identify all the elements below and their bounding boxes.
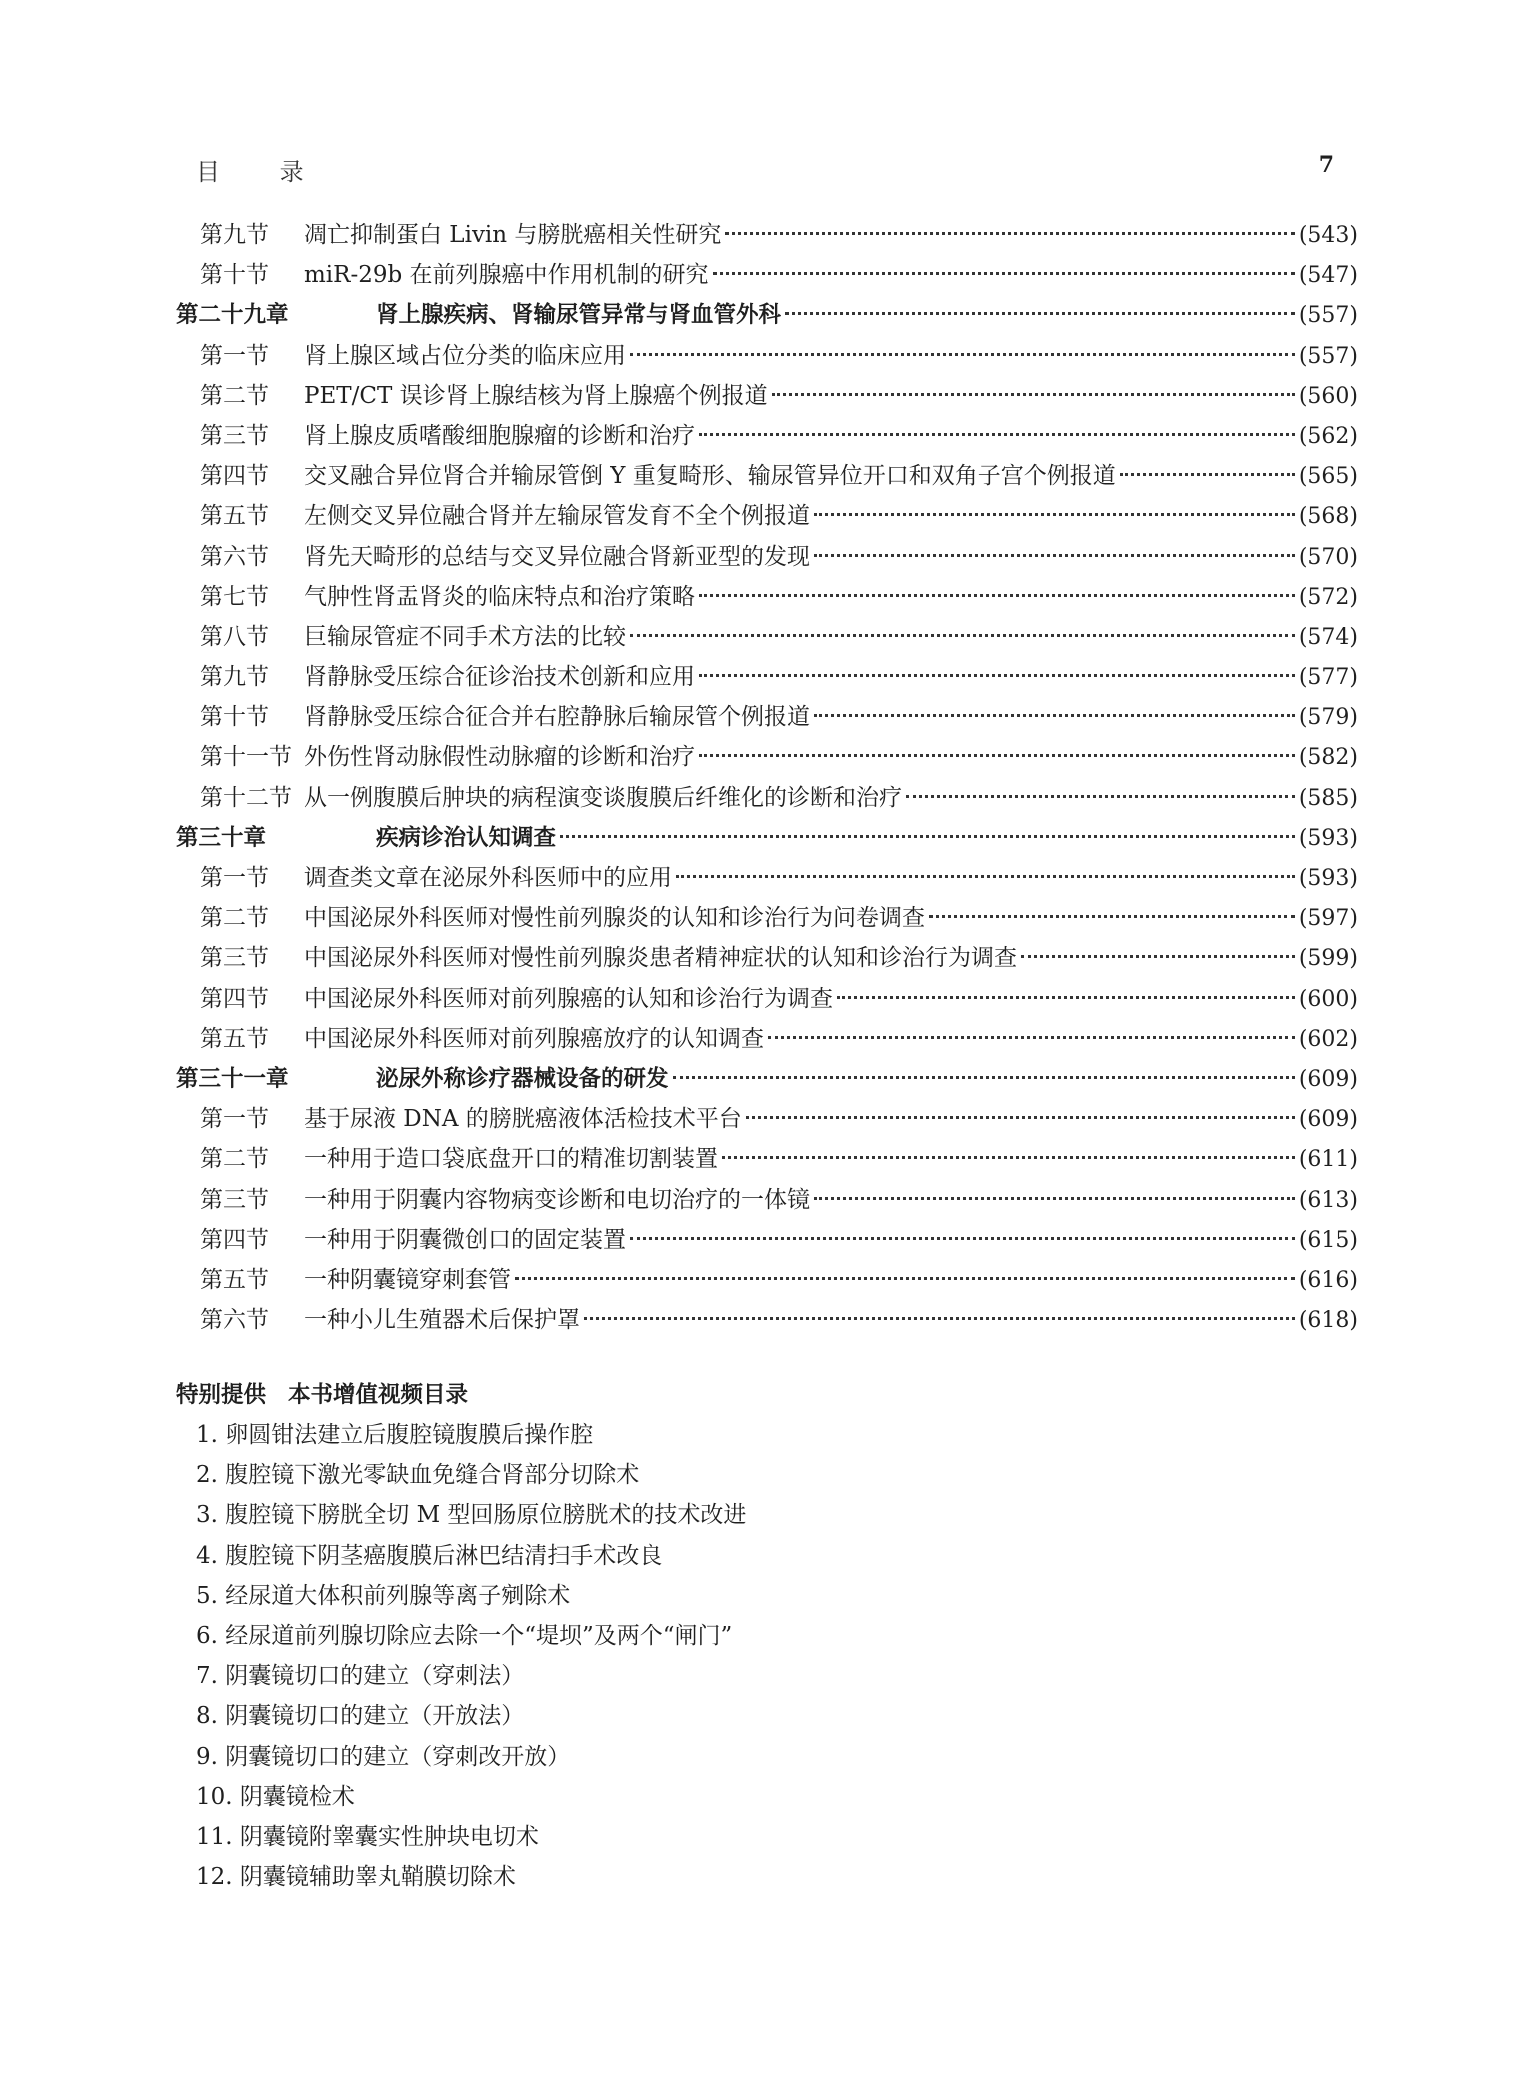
toc-entry-page: (557) (1298, 343, 1358, 369)
toc-entry-title: 从一例腹膜后肿块的病程演变谈腹膜后纤维化的诊断和治疗 (304, 784, 902, 811)
toc-entry-page: (565) (1298, 464, 1358, 490)
toc-entry-title: 中国泌尿外科医师对慢性前列腺炎的认知和诊治行为问卷调查 (304, 905, 925, 932)
leader-dots (676, 875, 1295, 878)
toc-entry-label: 第五节 (200, 503, 269, 530)
toc-entry-page: (577) (1298, 665, 1358, 691)
video-list-item[interactable]: 12. 阴囊镜辅助睾丸鞘膜切除术 (196, 1864, 516, 1891)
toc-section-row[interactable] (176, 1260, 1358, 1300)
video-list-item[interactable]: 6. 经尿道前列腺切除应去除一个“堤坝”及两个“闸门” (196, 1622, 733, 1649)
toc-section-row[interactable] (176, 1220, 1358, 1260)
leader-dots (1120, 473, 1295, 476)
toc-entry-title: 调查类文章在泌尿外科医师中的应用 (304, 865, 672, 891)
toc-entry-title: 一种用于阴囊微创口的固定装置 (304, 1226, 626, 1253)
toc-entry-label: 第三十一章 (176, 1065, 289, 1092)
toc-entry-title: 肾上腺区域占位分类的临床应用 (304, 342, 626, 369)
toc-section-row[interactable] (176, 456, 1358, 496)
toc-entry-title: 左侧交叉异位融合肾并左输尿管发育不全个例报道 (304, 503, 810, 530)
toc-entry-page: (572) (1298, 584, 1358, 610)
toc-entry-label: 第七节 (200, 583, 269, 610)
toc-entry-page: (611) (1298, 1147, 1358, 1173)
leader-dots (515, 1277, 1295, 1280)
toc-entry-label: 第二节 (200, 1146, 269, 1173)
toc-entry-title: 交叉融合异位肾合并输尿管倒 Y 重复畸形、输尿管异位开口和双角子宫个例报道 (304, 463, 1116, 490)
toc-entry-title: 一种小儿生殖器术后保护罩 (304, 1307, 580, 1334)
leader-dots (785, 312, 1295, 315)
toc-entry-title: 肾上腺疾病、肾输尿管异常与肾血管外科 (376, 302, 782, 329)
leader-dots (1021, 955, 1295, 958)
leader-dots (722, 1156, 1295, 1159)
toc-entry-page: (602) (1298, 1026, 1358, 1052)
leader-dots (768, 1036, 1295, 1039)
toc-section-row[interactable] (176, 537, 1358, 577)
toc-entry-label: 第三节 (200, 422, 269, 449)
toc-section-row[interactable] (176, 1019, 1358, 1059)
toc-entry-page: (557) (1298, 303, 1358, 329)
toc-entry-title: 巨输尿管症不同手术方法的比较 (304, 623, 626, 650)
toc-entry-label: 第三节 (200, 945, 269, 972)
leader-dots (560, 835, 1295, 838)
toc-entry-label: 第五节 (200, 1266, 269, 1293)
leader-dots (725, 232, 1294, 235)
toc-entry-label: 第十二节 (200, 784, 292, 811)
toc-entry-page: (543) (1298, 223, 1358, 248)
toc-section-row[interactable] (176, 657, 1358, 697)
toc-entry-page: (560) (1298, 383, 1358, 409)
toc-entry-label: 第一节 (200, 342, 269, 369)
leader-dots (814, 714, 1295, 717)
video-list (176, 1415, 1358, 1897)
toc-section-row[interactable] (176, 979, 1358, 1019)
toc-entry-page: (568) (1298, 504, 1358, 530)
toc-entry-label: 第二十九章 (176, 302, 289, 329)
leader-dots (630, 634, 1295, 637)
page-header (196, 152, 1334, 188)
video-list-item[interactable]: 5. 经尿道大体积前列腺等离子剜除术 (196, 1582, 571, 1609)
toc-section-row[interactable] (176, 898, 1358, 938)
leader-dots (906, 795, 1295, 798)
toc-section-row[interactable] (176, 1139, 1358, 1179)
toc-entry-label: 第三十章 (176, 824, 267, 851)
leader-dots (746, 1116, 1295, 1119)
toc-entry-page: (597) (1298, 906, 1358, 932)
toc-entry-title: 中国泌尿外科医师对前列腺癌的认知和诊治行为调查 (304, 985, 833, 1012)
toc-entry-label: 第六节 (200, 1307, 269, 1334)
toc-section-row[interactable] (176, 1300, 1358, 1340)
video-list-item[interactable]: 2. 腹腔镜下激光零缺血免缝合肾部分切除术 (196, 1462, 640, 1489)
leader-dots (929, 915, 1295, 918)
toc-entry-title: 基于尿液 DNA 的膀胱癌液体活检技术平台 (304, 1106, 742, 1133)
leader-dots (699, 674, 1295, 677)
leader-dots (699, 594, 1295, 597)
toc-entry-title: PET/CT 误诊肾上腺结核为肾上腺癌个例报道 (304, 382, 768, 409)
toc-entry-page: (570) (1298, 544, 1358, 570)
leader-dots (584, 1317, 1295, 1320)
video-list-item[interactable]: 1. 卵圆钳法建立后腹腔镜腹膜后操作腔 (196, 1422, 594, 1448)
toc-entry-title: 肾静脉受压综合征诊治技术创新和应用 (304, 664, 695, 691)
toc-entry-title: 气肿性肾盂肾炎的临床特点和治疗策略 (304, 583, 695, 610)
toc-chapter-row[interactable] (176, 818, 1358, 858)
leader-dots (630, 1237, 1295, 1240)
toc-entry-page: (585) (1298, 785, 1358, 811)
toc-entry-page: (600) (1298, 986, 1358, 1012)
toc-entry-title: 肾先天畸形的总结与交叉异位融合肾新亚型的发现 (304, 543, 810, 570)
special-heading (176, 1375, 1358, 1415)
toc-entry-title: miR-29b 在前列腺癌中作用机制的研究 (304, 262, 709, 289)
toc-entry-title: 一种用于造口袋底盘开口的精准切割装置 (304, 1146, 718, 1173)
toc-section-row[interactable] (176, 778, 1358, 818)
toc-entry-title: 中国泌尿外科医师对慢性前列腺炎患者精神症状的认知和诊治行为调查 (304, 945, 1017, 972)
toc-entry-label: 第十一节 (200, 744, 292, 771)
toc-entry-page: (593) (1298, 825, 1358, 851)
toc-entry-title: 肾静脉受压综合征合并右腔静脉后输尿管个例报道 (304, 704, 810, 731)
toc-entry-label: 第五节 (200, 1025, 269, 1052)
video-list-item[interactable]: 7. 阴囊镜切口的建立（穿刺法） (196, 1663, 525, 1690)
toc-section-row[interactable] (176, 416, 1358, 456)
toc-entry-title: 泌尿外称诊疗器械设备的研发 (376, 1065, 669, 1092)
toc-entry-page: (609) (1298, 1066, 1358, 1092)
toc-entry-page: (593) (1298, 866, 1358, 891)
toc-section-row[interactable] (176, 858, 1358, 898)
toc-section-row[interactable] (176, 737, 1358, 777)
video-list-item[interactable]: 3. 腹腔镜下膀胱全切 M 型回肠原位膀胱术的技术改进 (196, 1502, 747, 1529)
toc-section-row[interactable] (176, 577, 1358, 617)
leader-dots (713, 272, 1295, 275)
toc-entry-label: 第十节 (200, 704, 269, 731)
video-list-item[interactable]: 10. 阴囊镜检术 (196, 1783, 355, 1810)
toc-entry-label: 第八节 (200, 623, 269, 650)
toc-entry-label: 第四节 (200, 463, 269, 490)
toc-entry-title: 外伤性肾动脉假性动脉瘤的诊断和治疗 (304, 744, 695, 771)
toc-entry-page: (609) (1298, 1107, 1358, 1133)
toc-entry-label: 第一节 (200, 865, 269, 891)
toc-entry-title: 中国泌尿外科医师对前列腺癌放疗的认知调查 (304, 1025, 764, 1052)
leader-dots (630, 353, 1295, 356)
toc-section-row[interactable] (176, 938, 1358, 978)
toc-entry-label: 第四节 (200, 1226, 269, 1253)
video-list-item[interactable]: 8. 阴囊镜切口的建立（开放法） (196, 1703, 525, 1730)
leader-dots (814, 1197, 1295, 1200)
toc-entry-page: (599) (1298, 946, 1358, 972)
leader-dots (814, 554, 1295, 557)
toc-entry-page: (616) (1298, 1267, 1358, 1293)
video-list-item[interactable]: 9. 阴囊镜切口的建立（穿刺改开放） (196, 1743, 571, 1770)
toc-chapter-row[interactable] (176, 295, 1358, 335)
toc-entry-title: 一种用于阴囊内容物病变诊断和电切治疗的一体镜 (304, 1186, 810, 1213)
toc-entry-page: (615) (1298, 1227, 1358, 1253)
toc-entry-title: 肾上腺皮质嗜酸细胞腺瘤的诊断和治疗 (304, 422, 695, 449)
toc-section-row[interactable] (176, 215, 1358, 255)
leader-dots (673, 1076, 1295, 1079)
leader-dots (772, 393, 1295, 396)
toc-section-row[interactable] (176, 1099, 1358, 1139)
toc-entry-page: (613) (1298, 1187, 1358, 1213)
video-list-item[interactable]: 11. 阴囊镜附睾囊实性肿块电切术 (196, 1823, 539, 1850)
toc-entry-label: 第九节 (200, 664, 269, 691)
toc-entry-page: (582) (1298, 745, 1358, 771)
toc-section-row[interactable] (176, 496, 1358, 536)
toc-entry-title: 一种阴囊镜穿刺套管 (304, 1266, 511, 1293)
video-list-item[interactable]: 4. 腹腔镜下阴茎癌腹膜后淋巴结清扫手术改良 (196, 1542, 663, 1569)
leader-dots (699, 433, 1295, 436)
toc-entry-title: 凋亡抑制蛋白 Livin 与膀胱癌相关性研究 (304, 222, 722, 248)
toc-section-row[interactable] (176, 255, 1358, 295)
toc-section-row[interactable] (176, 1180, 1358, 1220)
toc-chapter-row[interactable] (176, 1059, 1358, 1099)
leader-dots (699, 754, 1295, 757)
toc-entry-page: (562) (1298, 423, 1358, 449)
toc-entry-label: 第二节 (200, 382, 269, 409)
toc-entry-label: 第十节 (200, 262, 269, 289)
toc-entry-label: 第六节 (200, 543, 269, 570)
toc-entry-label: 第四节 (200, 985, 269, 1012)
toc-entry-label: 第九节 (200, 222, 269, 248)
leader-dots (837, 996, 1295, 999)
leader-dots (814, 513, 1295, 516)
toc-entry-page: (547) (1298, 263, 1358, 289)
toc-section-row[interactable] (176, 697, 1358, 737)
running-title: 目 录 (196, 158, 330, 186)
toc-entry-label: 第三节 (200, 1186, 269, 1213)
toc-entry-label: 第二节 (200, 905, 269, 932)
toc-entry-title: 疾病诊治认知调查 (376, 824, 557, 851)
toc-entry-page: (574) (1298, 624, 1358, 650)
special-label: 特别提供 (176, 1382, 267, 1408)
table-of-contents (176, 215, 1358, 1340)
toc-entry-page: (618) (1298, 1308, 1358, 1334)
toc-entry-label: 第一节 (200, 1106, 269, 1133)
toc-section-row[interactable] (176, 376, 1358, 416)
special-title: 本书增值视频目录 (288, 1382, 469, 1408)
page-number: 7 (1318, 152, 1334, 178)
toc-entry-page: (579) (1298, 705, 1358, 731)
toc-section-row[interactable] (176, 617, 1358, 657)
special-section (176, 1375, 1358, 1897)
toc-section-row[interactable] (176, 336, 1358, 376)
